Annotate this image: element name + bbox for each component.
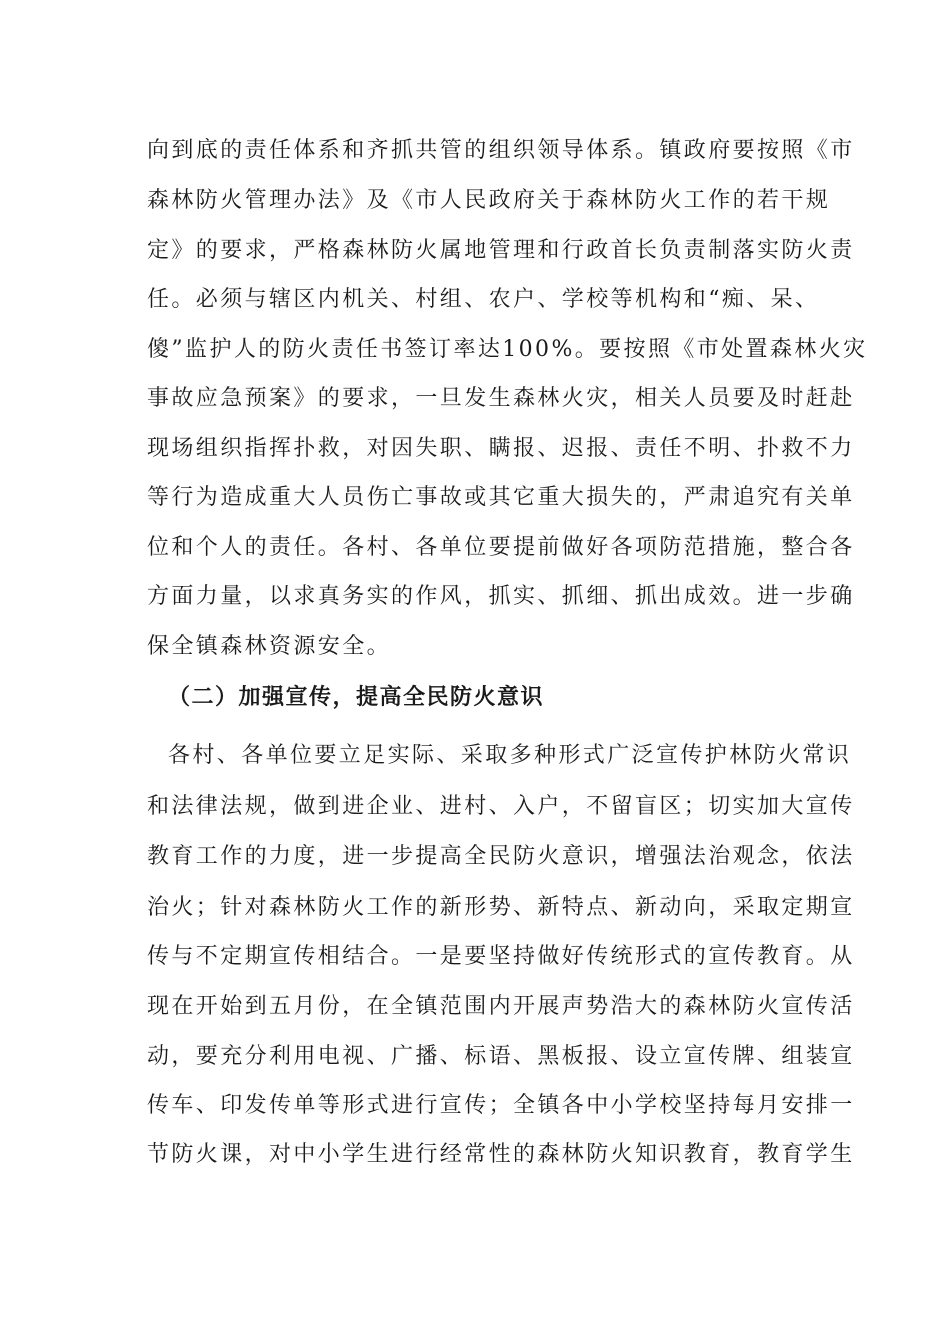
paragraph-line: 森林防火管理办法》及《市人民政府关于森林防火工作的若干规: [147, 188, 831, 213]
paragraph-line: 传与不定期宣传相结合。一是要坚持做好传统形式的宣传教育。从: [147, 944, 855, 969]
paragraph-line: 定》的要求，严格森林防火属地管理和行政首长负责制落实防火责: [147, 238, 855, 263]
paragraph-line: 现在开始到五月份，在全镇范围内开展声势浩大的森林防火宣传活: [147, 994, 855, 1019]
paragraph-line: 等行为造成重大人员伤亡事故或其它重大损失的，严肃追究有关单: [147, 485, 855, 510]
paragraph-line: 各村、各单位要立足实际、采取多种形式广泛宣传护林防火常识: [168, 743, 852, 768]
paragraph-line: 事故应急预案》的要求，一旦发生森林火灾，相关人员要及时赶赴: [147, 386, 855, 411]
paragraph-line: 方面力量，以求真务实的作风，抓实、抓细、抓出成效。进一步确: [147, 584, 855, 609]
paragraph-line: 保全镇森林资源安全。: [147, 634, 392, 659]
paragraph-line: 向到底的责任体系和齐抓共管的组织领导体系。镇政府要按照《市: [147, 138, 855, 163]
paragraph-line: 传车、印发传单等形式进行宣传；全镇各中小学校坚持每月安排一: [147, 1093, 855, 1118]
paragraph-line: 任。必须与辖区内机关、村组、农户、学校等机构和“痴、呆、: [147, 287, 820, 312]
paragraph-line: 位和个人的责任。各村、各单位要提前做好各项防范措施，整合各: [147, 535, 855, 560]
paragraph-line: 治火；针对森林防火工作的新形势、新特点、新动向，采取定期宣: [147, 895, 855, 920]
paragraph-line: 节防火课，对中小学生进行经常性的森林防火知识教育，教育学生: [147, 1142, 855, 1167]
paragraph-line: 和法律法规，做到进企业、进村、入户，不留盲区；切实加大宣传: [147, 794, 855, 819]
paragraph-line: 傻”监护人的防火责任书签订率达100%。要按照《市处置森林火灾: [147, 337, 868, 362]
section-heading: （二）加强宣传，提高全民防火意识: [168, 685, 545, 710]
paragraph-line: 现场组织指挥扑救，对因失职、瞒报、迟报、责任不明、扑救不力: [147, 436, 855, 461]
paragraph-line: 教育工作的力度，进一步提高全民防火意识，增强法治观念，依法: [147, 844, 855, 869]
paragraph-line: 动，要充分利用电视、广播、标语、黑板报、设立宣传牌、组装宣: [147, 1044, 855, 1069]
